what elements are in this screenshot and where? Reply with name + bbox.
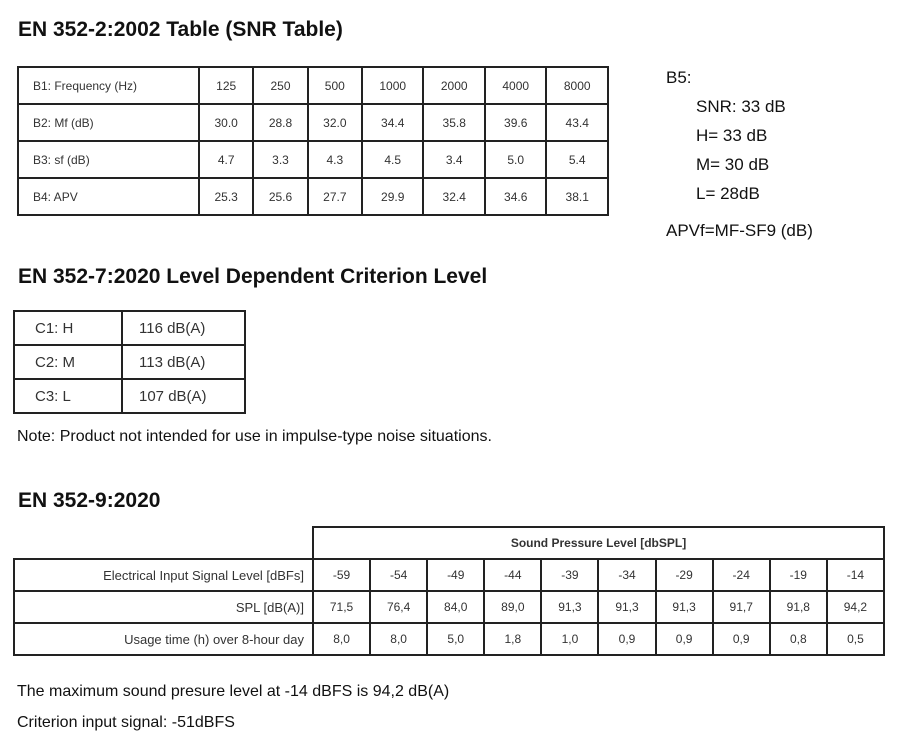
- table-cell: 0,8: [770, 623, 827, 655]
- impulse-noise-note: Note: Product not intended for use in impulse-type noise situations.: [17, 428, 492, 445]
- table-cell: 4000: [485, 67, 546, 104]
- table-cell: 1,8: [484, 623, 541, 655]
- snr-summary: [666, 63, 786, 208]
- table-cell: -19: [770, 559, 827, 591]
- table-cell: 3.3: [253, 141, 307, 178]
- criterion-input-statement: Criterion input signal: -51dBFS: [17, 714, 235, 731]
- table-cell: 25.6: [253, 178, 307, 215]
- row-label: C1: H: [14, 311, 122, 345]
- table-cell: 91,8: [770, 591, 827, 623]
- table-cell: 8000: [546, 67, 608, 104]
- table-cell: 34.6: [485, 178, 546, 215]
- table-cell: 91,3: [598, 591, 655, 623]
- snr-table: [17, 66, 609, 216]
- row-label: B1: Frequency (Hz): [18, 67, 199, 104]
- table-cell: -39: [541, 559, 598, 591]
- table-row: [14, 591, 884, 623]
- table-cell: 1,0: [541, 623, 598, 655]
- criterion-level-table: [13, 310, 246, 414]
- table-row: [14, 345, 245, 379]
- row-label: B2: Mf (dB): [18, 104, 199, 141]
- m-value: M= 30 dB: [696, 155, 770, 174]
- table-cell: 3.4: [423, 141, 484, 178]
- table-cell: -34: [598, 559, 655, 591]
- table-cell: -44: [484, 559, 541, 591]
- spl-table: [13, 526, 885, 656]
- table-row: [18, 104, 608, 141]
- h-value: H= 33 dB: [696, 126, 768, 145]
- table-cell: 5.0: [485, 141, 546, 178]
- table-cell: 94,2: [827, 591, 884, 623]
- table-cell: 32.4: [423, 178, 484, 215]
- l-value: L= 28dB: [696, 184, 760, 203]
- table-cell: 76,4: [370, 591, 427, 623]
- table-cell: 91,3: [541, 591, 598, 623]
- apvf-formula: APVf=MF-SF9 (dB): [666, 221, 813, 240]
- table-cell: 5,0: [427, 623, 484, 655]
- table-row: [18, 141, 608, 178]
- table-cell: 116 dB(A): [122, 311, 245, 345]
- table-cell: -59: [313, 559, 370, 591]
- table-cell: 4.3: [308, 141, 362, 178]
- table-cell: 4.5: [362, 141, 423, 178]
- max-spl-statement: The maximum sound presure level at -14 dBFS is 94,2 dB(A): [17, 683, 450, 700]
- table-cell: 39.6: [485, 104, 546, 141]
- table-cell: 29.9: [362, 178, 423, 215]
- table-row: [14, 379, 245, 413]
- table-cell: 0,9: [598, 623, 655, 655]
- table-cell: 43.4: [546, 104, 608, 141]
- table-cell: 30.0: [199, 104, 253, 141]
- table-cell: 28.8: [253, 104, 307, 141]
- en9-title: EN 352-9:2020: [18, 489, 161, 512]
- table-cell: 4.7: [199, 141, 253, 178]
- table-header: Sound Pressure Level [dbSPL]: [313, 527, 884, 559]
- table-cell: -14: [827, 559, 884, 591]
- table-cell: 91,3: [656, 591, 713, 623]
- table-row: [14, 559, 884, 591]
- table-cell: 91,7: [713, 591, 770, 623]
- table-cell: 38.1: [546, 178, 608, 215]
- table-cell: 5.4: [546, 141, 608, 178]
- table-cell: 107 dB(A): [122, 379, 245, 413]
- table-cell: 89,0: [484, 591, 541, 623]
- table-row: [14, 623, 884, 655]
- row-label: SPL [dB(A)]: [14, 591, 313, 623]
- table-cell: 2000: [423, 67, 484, 104]
- level-table-title: EN 352-7:2020 Level Dependent Criterion Level: [18, 265, 488, 288]
- table-cell: 0,5: [827, 623, 884, 655]
- row-label: C3: L: [14, 379, 122, 413]
- table-cell: 1000: [362, 67, 423, 104]
- table-cell: -54: [370, 559, 427, 591]
- table-cell: 34.4: [362, 104, 423, 141]
- row-label: C2: M: [14, 345, 122, 379]
- snr-table-title: EN 352-2:2002 Table (SNR Table): [18, 18, 343, 41]
- row-label: Usage time (h) over 8-hour day: [14, 623, 313, 655]
- table-cell: 32.0: [308, 104, 362, 141]
- row-label: B3: sf (dB): [18, 141, 199, 178]
- table-cell: 71,5: [313, 591, 370, 623]
- table-row: [18, 178, 608, 215]
- table-cell: 0,9: [656, 623, 713, 655]
- table-cell: 27.7: [308, 178, 362, 215]
- snr-summary-label: B5:: [666, 68, 692, 87]
- table-cell: 35.8: [423, 104, 484, 141]
- table-row: [18, 67, 608, 104]
- table-cell: 8,0: [370, 623, 427, 655]
- table-cell: 500: [308, 67, 362, 104]
- table-cell: 8,0: [313, 623, 370, 655]
- table-cell: -49: [427, 559, 484, 591]
- table-cell: -29: [656, 559, 713, 591]
- table-cell: -24: [713, 559, 770, 591]
- row-label: B4: APV: [18, 178, 199, 215]
- empty-corner: [14, 527, 313, 559]
- table-cell: 250: [253, 67, 307, 104]
- snr-value: SNR: 33 dB: [696, 97, 786, 116]
- table-cell: 113 dB(A): [122, 345, 245, 379]
- table-cell: 125: [199, 67, 253, 104]
- table-cell: 84,0: [427, 591, 484, 623]
- row-label: Electrical Input Signal Level [dBFs]: [14, 559, 313, 591]
- table-row: [14, 311, 245, 345]
- table-cell: 0,9: [713, 623, 770, 655]
- table-cell: 25.3: [199, 178, 253, 215]
- table-header-row: [14, 527, 884, 559]
